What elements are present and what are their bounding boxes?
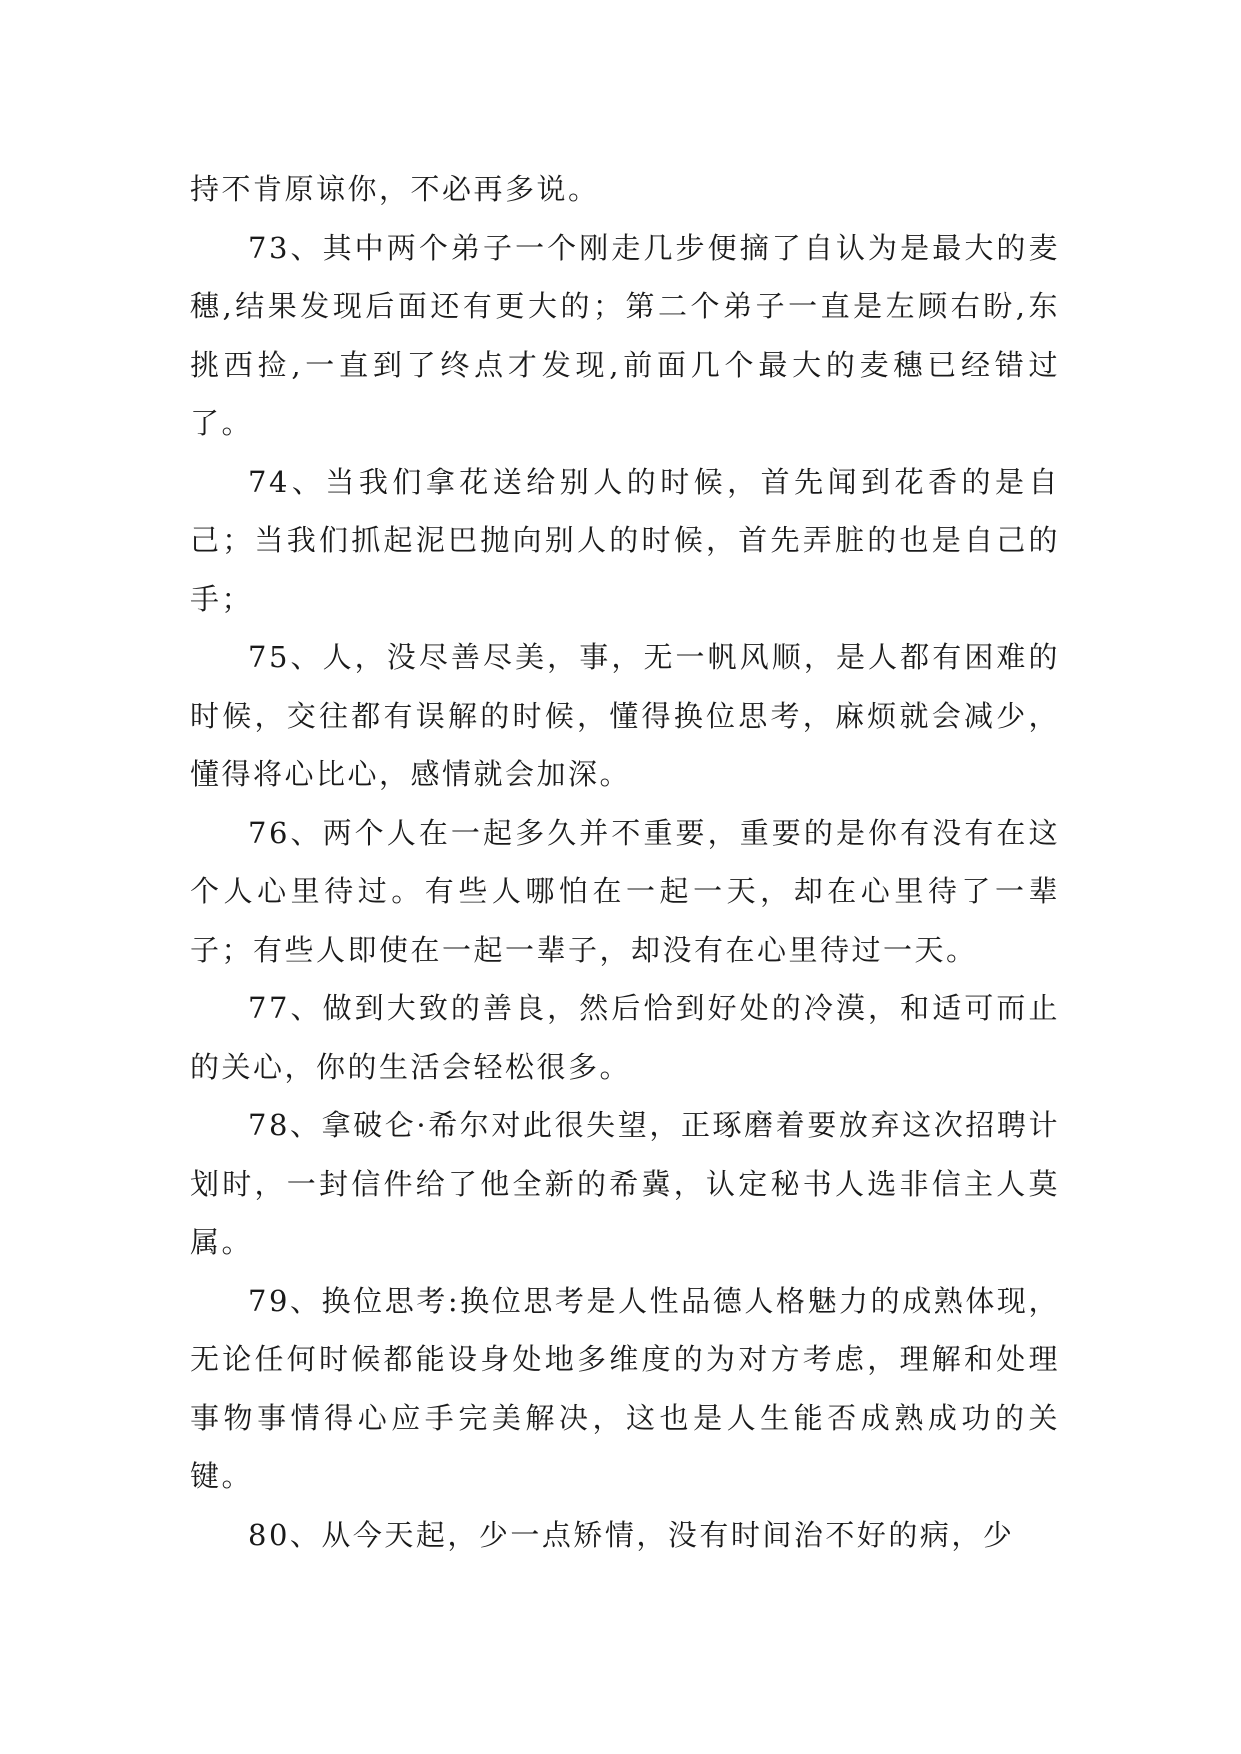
paragraph-73: 73、其中两个弟子一个刚走几步便摘了自认为是最大的麦穗,结果发现后面还有更大的；第二个弟子一直是左顾右盼,东挑西捡,一直到了终点才发现,前面几个最大的麦穗已经错过了。 (190, 230, 1060, 440)
paragraph-77: 77、做到大致的善良，然后恰到好处的冷漠，和适可而止的关心，你的生活会轻松很多。 (190, 991, 1060, 1084)
paragraph-76: 76、两个人在一起多久并不重要，重要的是你有没有在这个人心里待过。有些人哪怕在一起一天，却在心里待了一辈子；有些人即使在一起一辈子，却没有在心里待过一天。 (190, 815, 1060, 967)
document-body (190, 160, 1060, 1564)
paragraph-79: 79、换位思考:换位思考是人性品德人格魅力的成熟体现，无论任何时候都能设身处地多维度的为对方考虑，理解和处理事物事情得心应手完美解决，这也是人生能否成熟成功的关键。 (190, 1283, 1060, 1493)
paragraph-78: 78、拿破仑·希尔对此很失望，正琢磨着要放弃这次招聘计划时，一封信件给了他全新的希冀，认定秘书人选非信主人莫属。 (190, 1108, 1060, 1259)
paragraph-continuation: 持不肯原谅你，不必再多说。 (190, 172, 600, 206)
paragraph-75: 75、人，没尽善尽美，事，无一帆风顺，是人都有困难的时候，交往都有误解的时候，懂得换位思考，麻烦就会减少，懂得将心比心，感情就会加深。 (190, 640, 1060, 791)
paragraph-74: 74、当我们拿花送给别人的时候，首先闻到花香的是自己；当我们抓起泥巴抛向别人的时候，首先弄脏的也是自己的手； (190, 464, 1060, 616)
paragraph-80: 80、从今天起，少一点矫情，没有时间治不好的病，少 (248, 1517, 1015, 1552)
